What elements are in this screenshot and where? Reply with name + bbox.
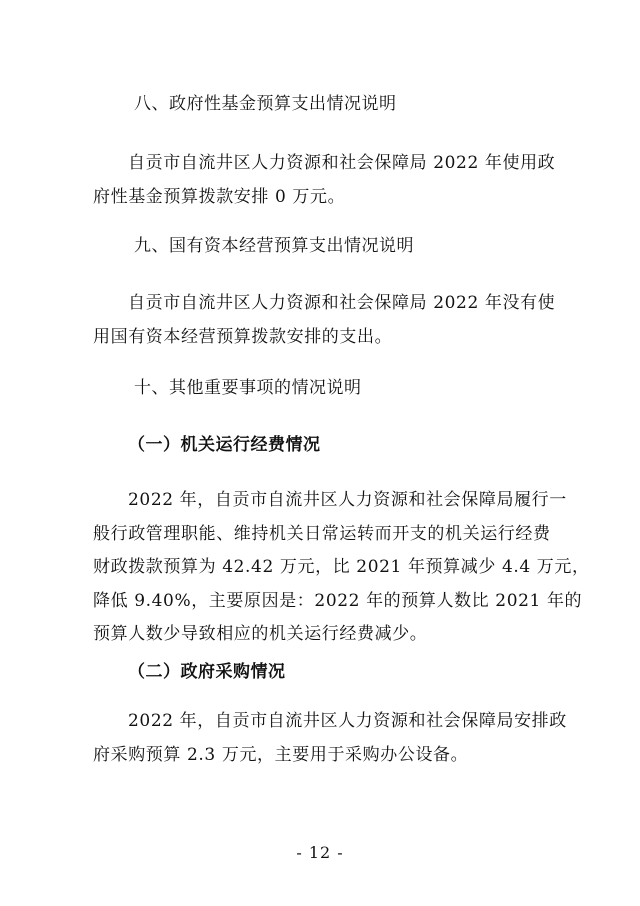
page-number: - 12 - [296,843,344,862]
section-8-line-1: 自贡市自流井区人力资源和社会保障局 2022 年使用政 [128,153,556,173]
subsection-2-line-1: 2022 年，自贡市自流井区人力资源和社会保障局安排政 [128,711,567,731]
section-9-heading: 九、国有资本经营预算支出情况说明 [134,236,414,256]
subsection-1-line-3: 财政拨款预算为 42.42 万元，比 2021 年预算减少 4.4 万元， [93,557,590,577]
subsection-2-heading: （二）政府采购情况 [128,662,286,682]
subsection-1-heading: （一）机关运行经费情况 [128,435,321,455]
section-10-heading: 十、其他重要事项的情况说明 [134,378,362,398]
subsection-2-line-2: 府采购预算 2.3 万元，主要用于采购办公设备。 [93,745,469,765]
subsection-1-line-5: 预算人数少导致相应的机关运行经费减少。 [93,624,428,644]
section-8-heading: 八、政府性基金预算支出情况说明 [134,94,397,114]
subsection-1-line-1: 2022 年，自贡市自流井区人力资源和社会保障局履行一 [128,490,567,510]
section-8-line-2: 府性基金预算拨款安排 0 万元。 [93,187,346,207]
subsection-1-line-2: 般行政管理职能、维持机关日常运转而开支的机关运行经费 [93,524,551,544]
section-9-line-2: 用国有资本经营预算拨款安排的支出。 [93,327,393,347]
section-9-line-1: 自贡市自流井区人力资源和社会保障局 2022 年没有使 [128,293,556,313]
subsection-1-line-4: 降低 9.40%，主要原因是：2022 年的预算人数比 2021 年的 [93,591,583,611]
